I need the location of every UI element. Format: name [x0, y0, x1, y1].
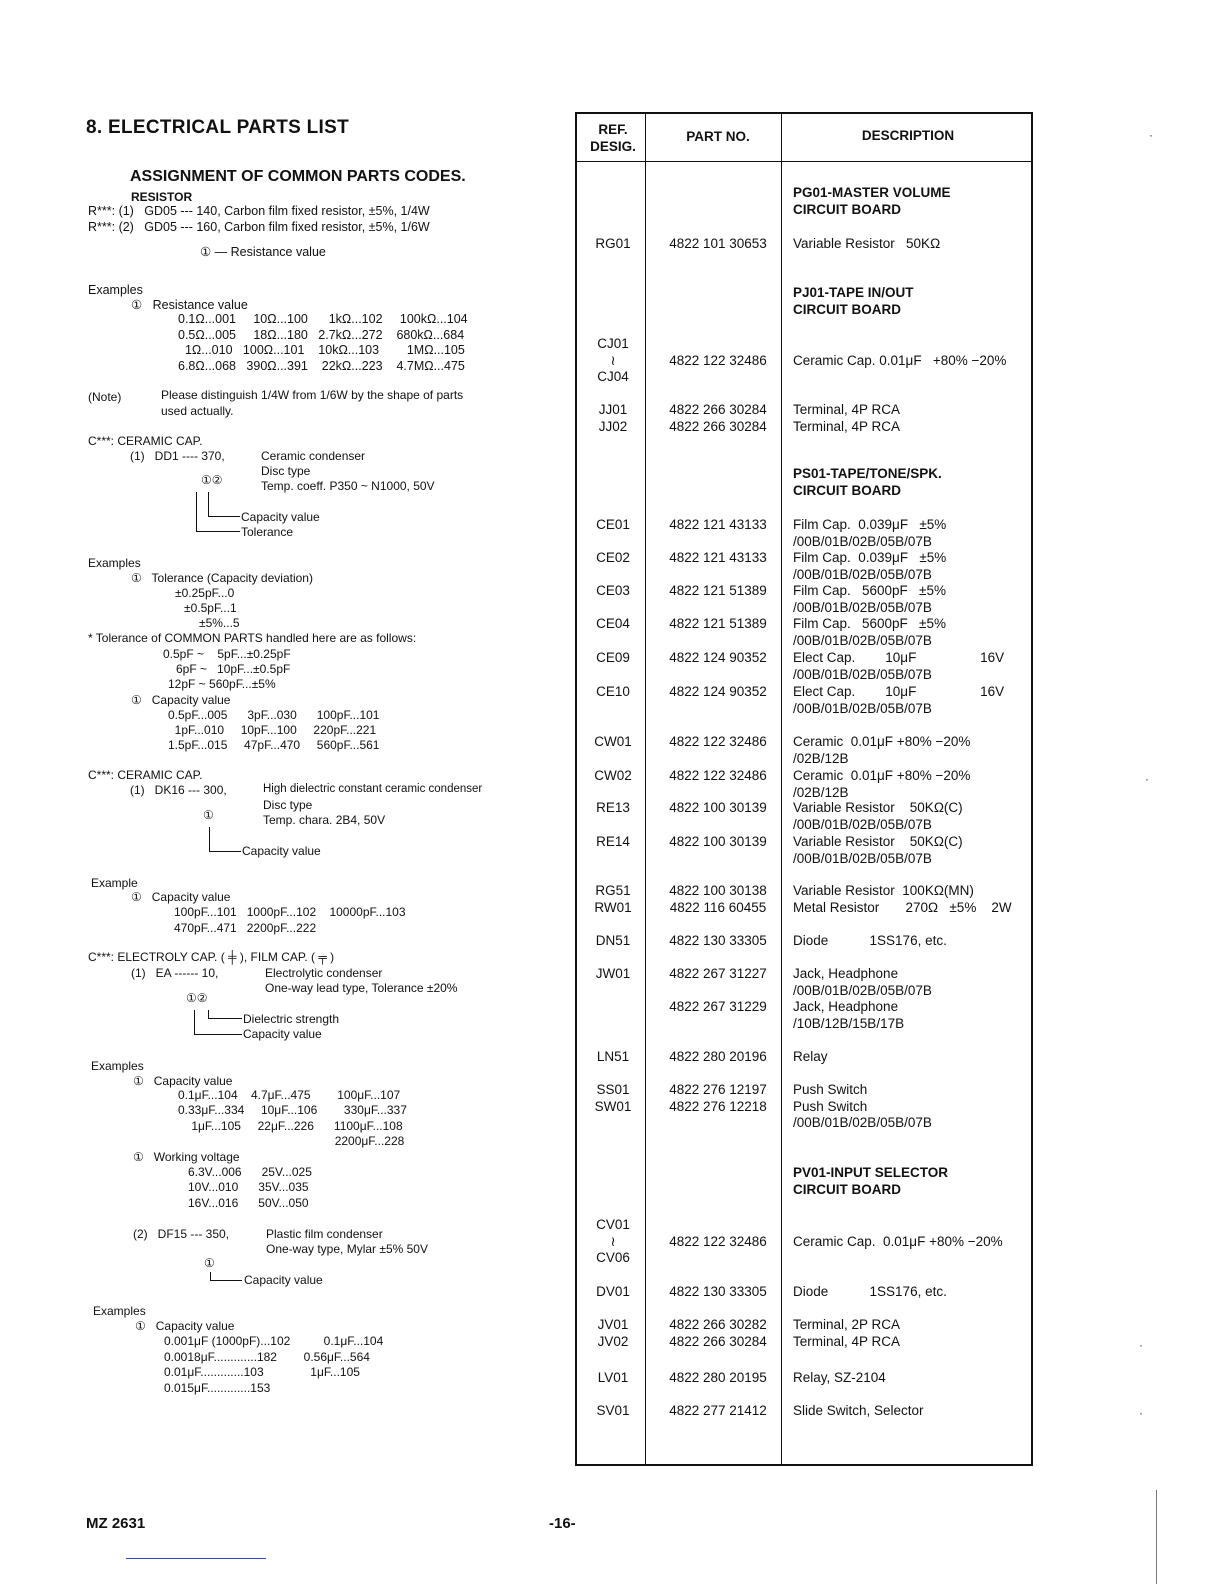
capacity-head: ① Capacity value: [131, 693, 231, 707]
scan-edge: [1156, 1490, 1157, 1584]
part-ref-desig: CW01: [594, 734, 632, 749]
part-description: Variable Resistor 50KΩ(C) /00B/01B/02B/05B/07B: [793, 800, 963, 832]
part-description: Push Switch Push Switch /00B/01B/02B/05B/07B: [793, 1082, 932, 1130]
working-voltage-head: ① Working voltage: [133, 1150, 240, 1164]
part-ref-desig: JJ01 JJ02: [598, 402, 628, 434]
electrolytic-capacity-label: Capacity value: [243, 1027, 322, 1041]
resistance-value-note: ① — Resistance value: [200, 245, 326, 259]
part-description: Diode 1SS176, etc.: [793, 933, 947, 948]
part-ref-desig: CE03: [596, 583, 630, 598]
part-description: Film Cap. 0.039μF ±5% /00B/01B/02B/05B/07B: [793, 550, 947, 582]
part-description: Variable Resistor 50KΩ(C) /00B/01B/02B/05B/07B: [793, 834, 963, 866]
ceramic-cap-desc-1: Ceramic condenser: [261, 449, 366, 463]
part-ref-desig: CE01: [596, 517, 630, 532]
part-number: 4822 121 43133: [669, 517, 767, 532]
resistor-examples-head: ① Resistance value: [131, 298, 248, 312]
capacity-row: 1pF...010 10pF...100 220pF...221: [168, 723, 377, 738]
electrolytic-examples-label: Examples: [91, 1059, 144, 1073]
parts-table: [575, 112, 1033, 1466]
tolerance-row: ±5%...5: [199, 616, 240, 630]
part-number: 4822 101 30653: [669, 236, 767, 251]
part-description: Film Cap. 5600pF ±5% /00B/01B/02B/05B/07B: [793, 583, 946, 615]
bracket-line: [210, 1272, 211, 1280]
part-ref-desig: SV01: [596, 1403, 630, 1418]
part-ref-desig: CW02: [594, 768, 632, 783]
voltage-row: 6.3V...006 25V...025: [188, 1165, 312, 1179]
board-section-title: PS01-TAPE/TONE/SPK. CIRCUIT BOARD: [793, 466, 942, 498]
film-capacity-table: [164, 1334, 383, 1396]
part-description: Terminal, 4P RCA Terminal, 4P RCA: [793, 402, 901, 434]
part-ref-desig: CE02: [596, 550, 630, 565]
ceramic-cap-2-desc-1: High dielectric constant ceramic condenser: [263, 783, 483, 795]
ceramic-cap-2-desc-3: Temp. chara. 2B4, 50V: [263, 813, 386, 827]
ceramic-cap-2-heading: C***: CERAMIC CAP.: [88, 768, 203, 782]
scan-speck: ·: [1145, 772, 1149, 786]
electrolytic-desc-2: One-way lead type, Tolerance ±20%: [265, 981, 458, 995]
part-number: 4822 122 32486: [669, 1233, 767, 1249]
scan-speck: ·: [1139, 1406, 1143, 1420]
part-description: Film Cap. 0.039μF ±5% /00B/01B/02B/05B/07B: [793, 517, 947, 549]
part-description: Elect Cap. 10μF 16V /00B/01B/02B/05B/07B: [793, 684, 1005, 716]
note-label: (Note): [88, 390, 122, 404]
part-number: 4822 122 32486: [669, 352, 767, 368]
capacity-row: 0.0018μF.............182 0.56μF...564: [164, 1349, 370, 1364]
ceramic-cap-circles: ①②: [201, 473, 223, 487]
film-cap-circle: ①: [204, 1256, 215, 1270]
common-row: 12pF ~ 560pF...±5%: [168, 677, 276, 691]
bracket-line: [208, 492, 209, 517]
ceramic-cap-desc-2: Disc type: [261, 464, 311, 478]
electrolytic-desc-1: Electrolytic condenser: [265, 966, 383, 980]
part-number: 4822 100 30138 4822 116 60455: [669, 883, 767, 915]
bracket-line: [208, 1018, 242, 1019]
capacity-row: 470pF...471 2200pF...222: [174, 920, 317, 935]
scan-speck: ·: [1149, 128, 1153, 142]
part-number: 4822 100 30139: [669, 834, 767, 849]
film-cap-desc-2: One-way type, Mylar ±5% 50V: [266, 1242, 428, 1256]
capacity-row: 1.5pF...015 47pF...470 560pF...561: [168, 738, 380, 753]
dielectric-label: Dielectric strength: [243, 1012, 340, 1026]
bracket-line: [194, 1034, 242, 1035]
capacity-row: 0.33μF...334 10μF...106 330μF...337: [178, 1103, 407, 1118]
capacity-row: 0.1μF...104 4.7μF...475 100μF...107: [178, 1088, 401, 1102]
bracket-line: [210, 1280, 242, 1281]
ceramic-cap-heading: C***: CERAMIC CAP.: [88, 434, 203, 448]
resistance-row: 0.5Ω...005 18Ω...180 2.7kΩ...272 680kΩ...684: [178, 327, 465, 342]
tolerance-row: ±0.25pF...0: [175, 586, 235, 600]
header-part-no: PART NO.: [686, 129, 750, 144]
part-number: 4822 266 30284 4822 266 30284: [669, 402, 767, 434]
board-section-title: PG01-MASTER VOLUME CIRCUIT BOARD: [793, 185, 951, 217]
column-divider: [781, 114, 782, 1464]
header-description: DESCRIPTION: [861, 128, 955, 143]
part-ref-desig: JW01: [595, 966, 631, 981]
part-number: 4822 100 30139: [669, 800, 767, 815]
ceramic-2-capacity-head: ① Capacity value: [131, 890, 231, 904]
part-ref-desig: JV01 JV02: [597, 1317, 629, 1349]
capacity-value-label-2: Capacity value: [242, 844, 321, 858]
part-ref-desig: RE13: [596, 800, 630, 815]
part-description: Ceramic 0.01μF +80% −20% /02B/12B: [793, 734, 971, 766]
part-number: 4822 280 20196: [669, 1049, 767, 1064]
part-ref-desig: DN51: [595, 933, 631, 948]
part-description: Relay, SZ-2104: [793, 1370, 886, 1385]
tolerance-row: ±0.5pF...1: [184, 601, 237, 615]
bracket-line: [196, 531, 240, 532]
capacity-row: 100pF...101 1000pF...102 10000pF...103: [174, 905, 406, 919]
part-number: 4822 124 90352: [669, 650, 767, 665]
electrolytic-circles: ①②: [186, 991, 208, 1005]
film-cap-desc-1: Plastic film condenser: [266, 1227, 383, 1241]
capacity-table: [168, 708, 379, 754]
film-capacity-head: ① Capacity value: [135, 1319, 235, 1333]
part-number: 4822 280 20195: [669, 1370, 767, 1385]
bracket-line: [209, 851, 241, 852]
electrolytic-capacity-table: [178, 1088, 407, 1149]
film-examples-label: Examples: [93, 1304, 146, 1318]
part-ref-desig: RE14: [596, 834, 630, 849]
resistor-line-1: R***: (1) GD05 --- 140, Carbon film fixed resistor, ±5%, 1/4W: [88, 204, 430, 218]
capacity-row: 0.5pF...005 3pF...030 100pF...101: [168, 708, 380, 722]
part-ref-desig: CE04: [596, 616, 630, 631]
part-description: Diode 1SS176, etc.: [793, 1284, 947, 1299]
ceramic-cap-2-desc-2: Disc type: [263, 798, 313, 812]
ceramic-cap-2-circle: ①: [203, 808, 214, 822]
part-description: Ceramic Cap. 0.01μF +80% −20%: [793, 352, 1007, 368]
footer-rule: [126, 1558, 266, 1559]
ceramic-cap-line: (1) DD1 ---- 370,: [130, 449, 225, 463]
header-divider: [577, 161, 1031, 162]
part-description: Jack, Headphone /00B/01B/02B/05B/07B Jack, Headphone /10B/12B/15B/17B: [793, 966, 932, 1031]
capacity-row: 0.015μF.............153: [164, 1380, 271, 1395]
part-description: Slide Switch, Selector: [793, 1403, 924, 1418]
resistor-examples-label: Examples: [88, 283, 143, 297]
part-number: 4822 277 21412: [669, 1403, 767, 1418]
capacity-row: 1μF...105 22μF...226 1100μF...108: [178, 1118, 403, 1133]
part-description: Terminal, 2P RCA Terminal, 4P RCA: [793, 1317, 901, 1349]
film-capacity-label: Capacity value: [244, 1273, 323, 1287]
resistance-row: 6.8Ω...068 390Ω...391 22kΩ...223 4.7MΩ...475: [178, 358, 465, 373]
ceramic-cap-2-line: (1) DK16 --- 300,: [130, 783, 227, 797]
section-title: 8. ELECTRICAL PARTS LIST: [86, 117, 350, 138]
electrolytic-line: (1) EA ------ 10,: [131, 966, 219, 980]
scan-speck: ·: [1139, 1338, 1143, 1352]
bracket-line: [196, 492, 197, 532]
electrolytic-capacity-head: ① Capacity value: [133, 1074, 233, 1088]
ceramic-cap-desc-3: Temp. coeff. P350 ~ N1000, 50V: [261, 479, 435, 493]
column-divider: [645, 114, 646, 1464]
ceramic-examples-label: Examples: [88, 556, 141, 570]
note-text-1: Please distinguish 1/4W from 1/6W by the shape of parts: [161, 388, 464, 402]
part-ref-desig: SS01 SW01: [594, 1082, 632, 1114]
header-ref-desig: REF. DESIG.: [590, 122, 636, 154]
resistance-row: 1Ω...010 100Ω...101 10kΩ...103 1MΩ...105: [178, 343, 465, 357]
resistor-examples-table: [178, 312, 468, 374]
ceramic-2-capacity-table: [174, 905, 406, 936]
tolerance-head: ① Tolerance (Capacity deviation): [131, 571, 313, 585]
part-ref-desig: CE10: [596, 684, 630, 699]
part-number: 4822 122 32486: [669, 768, 767, 783]
model-number: MZ 2631: [86, 1515, 146, 1532]
part-number: 4822 121 51389: [669, 583, 767, 598]
common-parts-note: * Tolerance of COMMON PARTS handled here are as follows:: [88, 631, 417, 645]
working-voltage-table: [188, 1165, 312, 1211]
note-text-2: used actually.: [161, 404, 234, 418]
bracket-line: [194, 1010, 195, 1035]
voltage-row: 16V...016 50V...050: [188, 1195, 309, 1210]
capacity-value-label: Capacity value: [241, 510, 320, 524]
part-number: 4822 130 33305: [669, 1284, 767, 1299]
part-ref-desig: RG51 RW01: [594, 883, 632, 915]
part-number: 4822 267 31227 4822 267 31229: [669, 966, 767, 1014]
resistor-line-2: R***: (2) GD05 --- 160, Carbon film fixed resistor, ±5%, 1/6W: [88, 220, 430, 234]
part-ref-desig: LN51: [596, 1049, 630, 1064]
part-number: 4822 130 33305: [669, 933, 767, 948]
part-description: Film Cap. 5600pF ±5% /00B/01B/02B/05B/07B: [793, 616, 946, 648]
capacity-row: 2200μF...228: [178, 1133, 405, 1148]
part-description: Variable Resistor 50KΩ: [793, 236, 941, 251]
part-description: Ceramic 0.01μF +80% −20% /02B/12B: [793, 768, 971, 800]
board-section-title: PV01-INPUT SELECTOR CIRCUIT BOARD: [793, 1165, 949, 1197]
common-row: 0.5pF ~ 5pF...±0.25pF: [163, 647, 291, 661]
part-ref-desig: RG01: [595, 236, 631, 251]
board-section-title: PJ01-TAPE IN/OUT CIRCUIT BOARD: [793, 285, 914, 317]
tolerance-label: Tolerance: [241, 525, 294, 539]
part-description: Relay: [793, 1049, 828, 1064]
part-number: 4822 122 32486: [669, 734, 767, 749]
part-number: 4822 121 51389: [669, 616, 767, 631]
capacity-row: 0.001μF (1000pF)...102 0.1μF...104: [164, 1334, 384, 1348]
ceramic-2-example-label: Example: [91, 876, 138, 890]
part-ref-desig: CJ01 ≀ CJ04: [597, 336, 629, 384]
assignment-title: ASSIGNMENT OF COMMON PARTS CODES.: [130, 168, 466, 185]
voltage-row: 10V...010 35V...035: [188, 1180, 309, 1195]
part-number: 4822 124 90352: [669, 684, 767, 699]
part-description: Ceramic Cap. 0.01μF +80% −20%: [793, 1233, 1003, 1249]
bracket-line: [208, 516, 240, 517]
part-number: 4822 276 12197 4822 276 12218: [669, 1082, 767, 1114]
part-ref-desig: DV01: [596, 1284, 630, 1299]
part-description: Elect Cap. 10μF 16V /00B/01B/02B/05B/07B: [793, 650, 1005, 682]
part-ref-desig: CV01 ≀ CV06: [596, 1217, 630, 1265]
part-description: Variable Resistor 100KΩ(MN) Metal Resistor 270Ω ±5% 2W: [793, 883, 1012, 915]
bracket-line: [209, 827, 210, 851]
resistance-row: 0.1Ω...001 10Ω...100 1kΩ...102 100kΩ...104: [178, 312, 468, 326]
page-number: -16-: [549, 1515, 576, 1532]
part-ref-desig: LV01: [597, 1370, 629, 1385]
part-number: 4822 121 43133: [669, 550, 767, 565]
resistor-heading: RESISTOR: [131, 190, 193, 204]
part-number: 4822 266 30282 4822 266 30284: [669, 1317, 767, 1349]
part-ref-desig: CE09: [596, 650, 630, 665]
common-row: 6pF ~ 10pF...±0.5pF: [176, 662, 291, 676]
film-cap-line: (2) DF15 --- 350,: [133, 1227, 230, 1241]
electrolytic-heading: C***: ELECTROLY CAP. ( ╪ ), FILM CAP. ( ╤ ): [88, 950, 335, 964]
capacity-row: 0.01μF.............103 1μF...105: [164, 1365, 360, 1379]
